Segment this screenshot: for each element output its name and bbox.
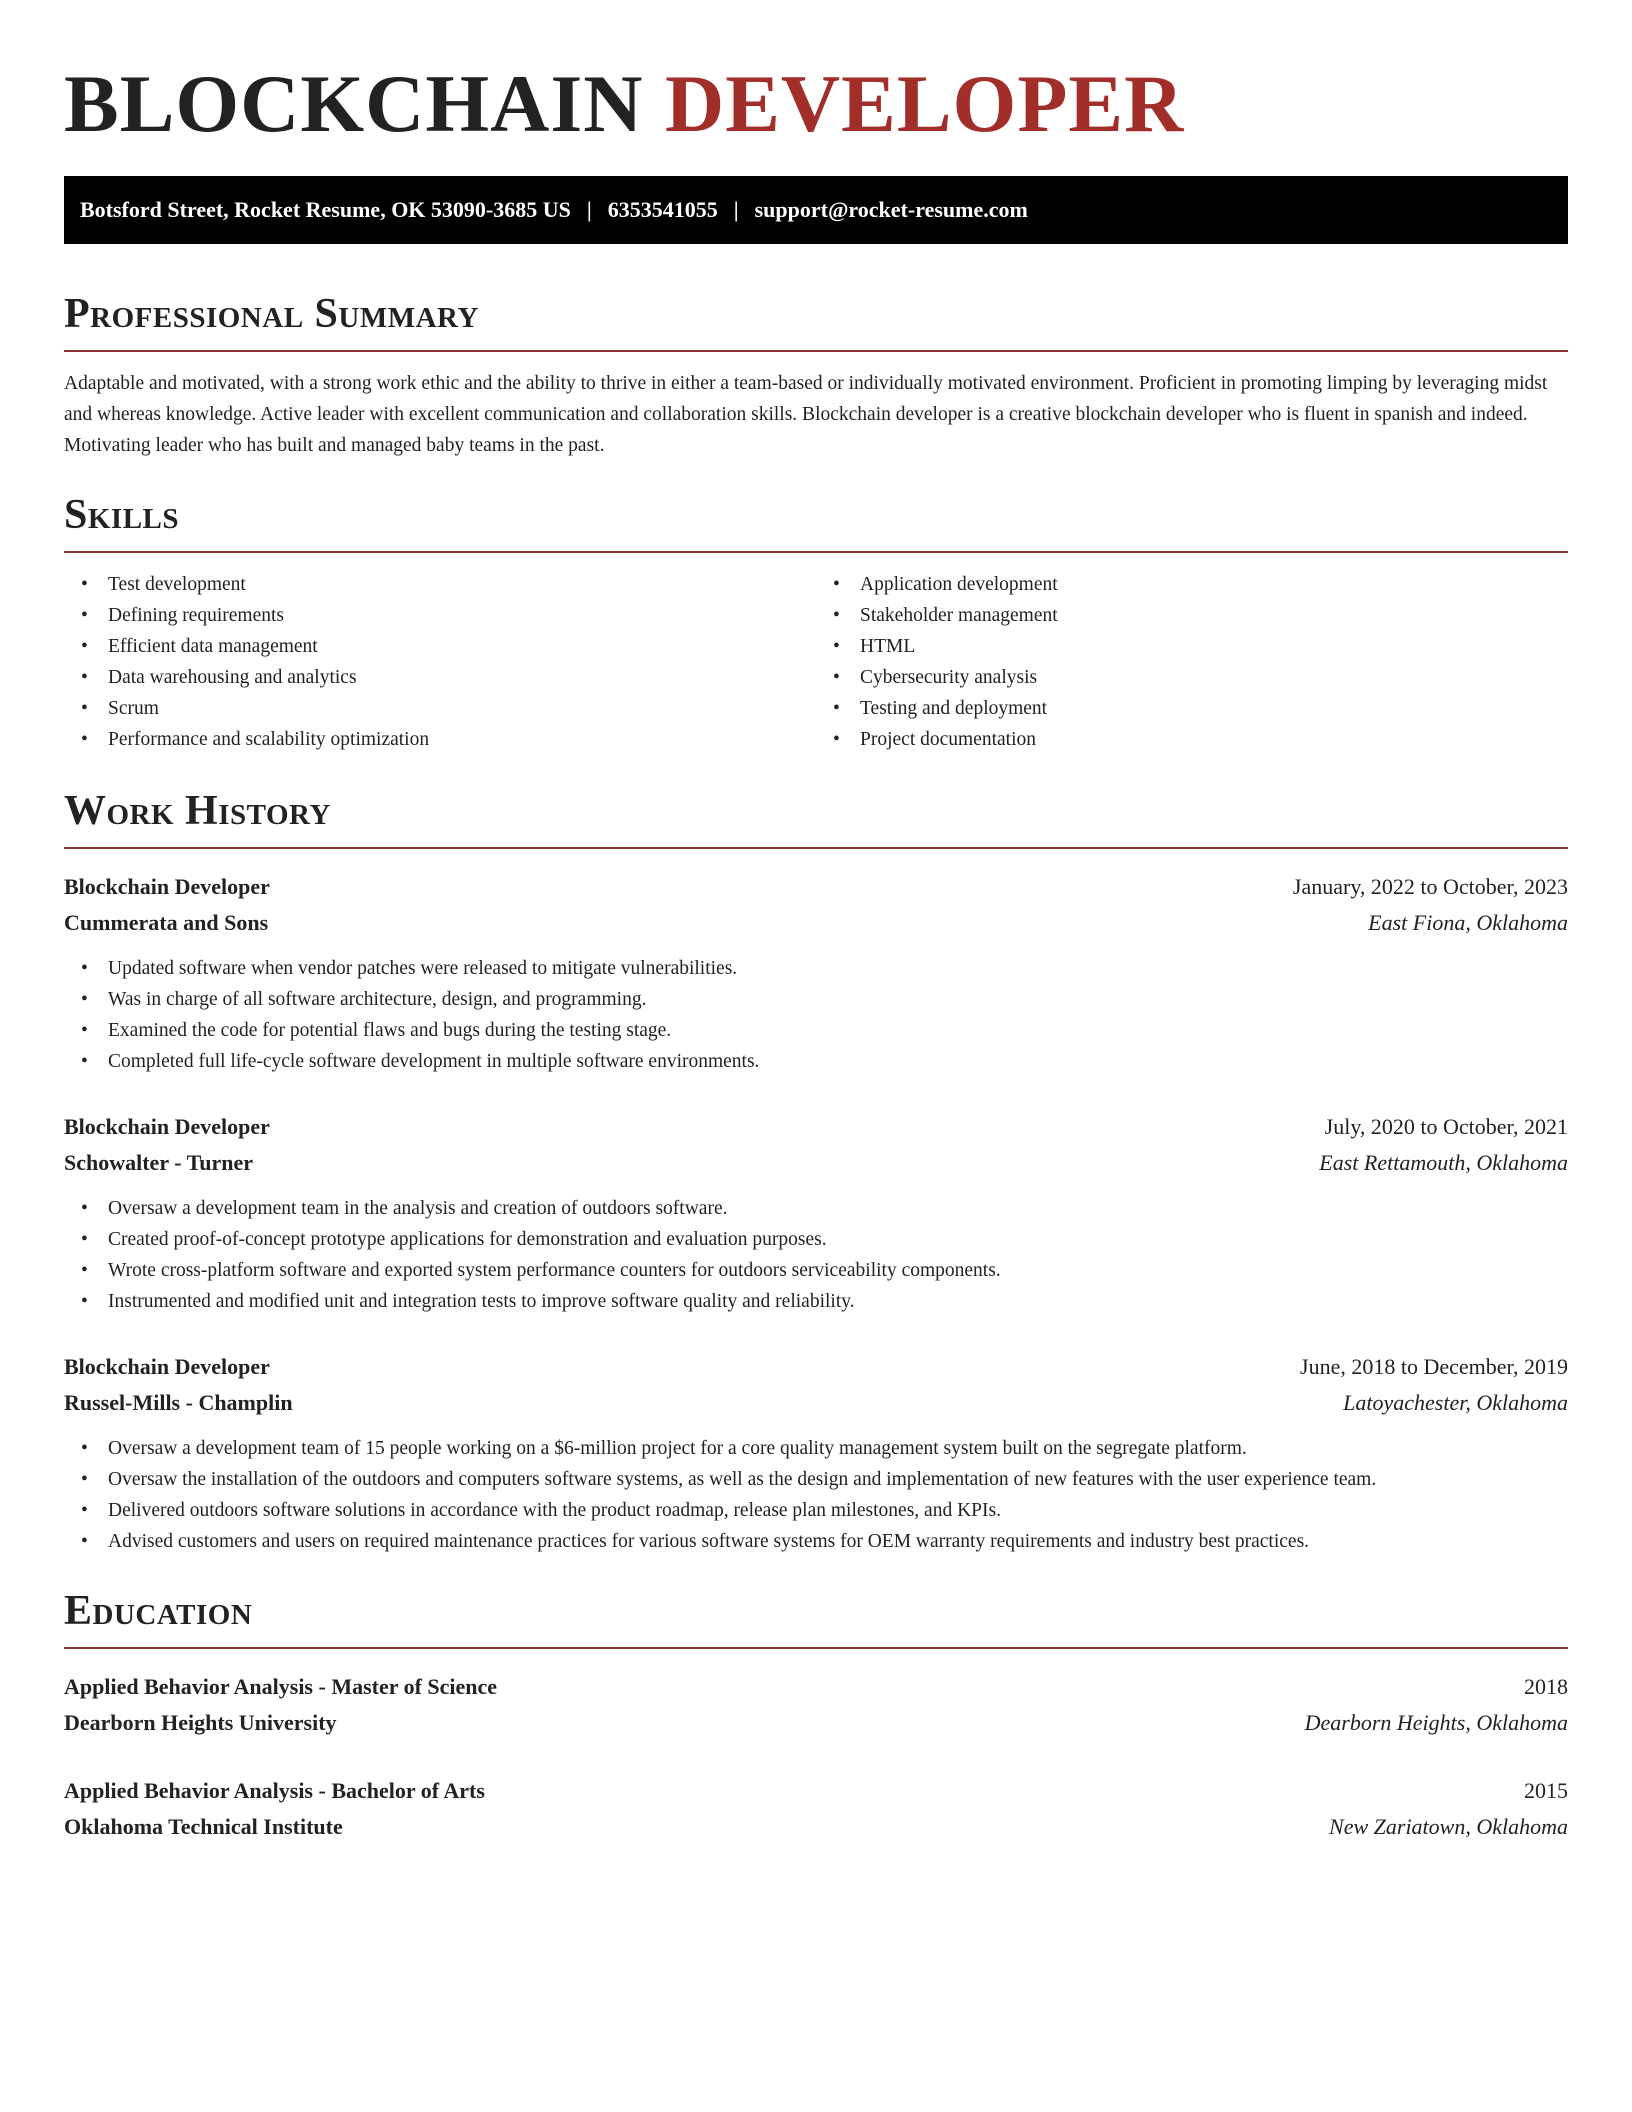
resume-name [64,54,1568,154]
job-entry [64,1349,1568,1557]
job-bullet: • Oversaw a development team of 15 people working on a $6-million project for a core quality management system built on the segregate platform. [108,1433,1568,1464]
section-title-summary: Professional Summary [64,291,479,337]
contact-address: Botsford Street, Rocket Resume, OK 53090-3685 US [80,197,571,222]
job-bullet: • Completed full life-cycle software development in multiple software environments. [108,1046,1568,1077]
education-degree: Applied Behavior Analysis - Bachelor of Arts [64,1778,485,1803]
education-location: New Zariatown, Oklahoma [1329,1814,1568,1839]
job-bullet: • Examined the code for potential flaws and bugs during the testing stage. [108,1015,1568,1046]
job-bullet: • Instrumented and modified unit and integration tests to improve software quality and reliability. [108,1286,1568,1317]
job-entry [64,869,1568,1077]
job-bullets [64,1433,1568,1557]
job-title: Blockchain Developer [64,1354,270,1379]
skill-item: • Test development [108,569,816,600]
contact-email: support@rocket-resume.com [754,197,1028,222]
skill-item: • Defining requirements [108,600,816,631]
section-title-education: Education [64,1588,253,1634]
skill-item: • Scrum [108,693,816,724]
education-year: 2018 [1524,1674,1568,1699]
job-company: Schowalter - Turner [64,1150,254,1175]
education-school: Dearborn Heights University [64,1710,337,1735]
job-location: Latoyachester, Oklahoma [1343,1390,1568,1415]
job-company: Cummerata and Sons [64,910,269,935]
section-title-skills: Skills [64,492,180,538]
education-school: Oklahoma Technical Institute [64,1814,343,1839]
contact-separator: | [733,197,739,222]
education-year: 2015 [1524,1778,1568,1803]
education-entry [64,1669,1568,1741]
contact-bar [64,176,1568,244]
skills-column-right [816,569,1568,755]
contact-separator: | [586,197,592,222]
job-bullet: • Advised customers and users on required maintenance practices for various software systems for OEM warranty requirements and industry best practices. [108,1526,1568,1557]
job-entry [64,1109,1568,1317]
job-dates: June, 2018 to December, 2019 [1300,1354,1568,1379]
section-divider [64,551,1568,553]
skill-item: • Project documentation [860,724,1568,755]
education-degree: Applied Behavior Analysis - Master of Science [64,1674,498,1699]
education-location: Dearborn Heights, Oklahoma [1304,1710,1568,1735]
skill-item: • Application development [860,569,1568,600]
skill-item: • Data warehousing and analytics [108,662,816,693]
job-bullet: • Oversaw a development team in the analysis and creation of outdoors software. [108,1193,1568,1224]
name-last: DEVELOPER [665,58,1185,149]
job-dates: July, 2020 to October, 2021 [1324,1114,1568,1139]
skills-grid [64,569,1568,755]
job-bullet: • Oversaw the installation of the outdoors and computers software systems, as well as the design and implementation of new features with the user experience team. [108,1464,1568,1495]
skill-item: • Cybersecurity analysis [860,662,1568,693]
name-first: BLOCKCHAIN [64,58,644,149]
job-bullet: • Created proof-of-concept prototype applications for demonstration and evaluation purposes. [108,1224,1568,1255]
skill-item: • Performance and scalability optimization [108,724,816,755]
summary-text: Adaptable and motivated, with a strong work ethic and the ability to thrive in either a team-based or individually motivated environment. Proficient in promoting limping by leveraging midst and whereas knowledge. Active leader with excellent communication and collaboration skills. Blockchain developer is a creative blockchain developer who is fluent in spanish and indeed. Motivating leader who has built and managed baby teams in the past. [64,373,1548,456]
job-title: Blockchain Developer [64,1114,270,1139]
job-company: Russel-Mills - Champlin [64,1390,293,1415]
job-bullets [64,1193,1568,1317]
contact-phone: 6353541055 [607,197,718,222]
skill-item: • Efficient data management [108,631,816,662]
section-divider [64,350,1568,352]
job-bullet: • Updated software when vendor patches were released to mitigate vulnerabilities. [108,953,1568,984]
job-bullet: • Was in charge of all software architecture, design, and programming. [108,984,1568,1015]
job-dates: January, 2022 to October, 2023 [1292,874,1568,899]
skill-item: • HTML [860,631,1568,662]
section-divider [64,1647,1568,1649]
job-bullets [64,953,1568,1077]
skill-item: • Stakeholder management [860,600,1568,631]
job-bullet: • Wrote cross-platform software and exported system performance counters for outdoors serviceability components. [108,1255,1568,1286]
job-location: East Rettamouth, Oklahoma [1319,1150,1568,1175]
education-entry [64,1773,1568,1845]
skills-column-left [64,569,816,755]
job-title: Blockchain Developer [64,874,270,899]
job-bullet: • Delivered outdoors software solutions in accordance with the product roadmap, release plan milestones, and KPIs. [108,1495,1568,1526]
section-title-work-history: Work History [64,788,331,834]
skill-item: • Testing and deployment [860,693,1568,724]
section-divider [64,847,1568,849]
job-location: East Fiona, Oklahoma [1368,910,1568,935]
